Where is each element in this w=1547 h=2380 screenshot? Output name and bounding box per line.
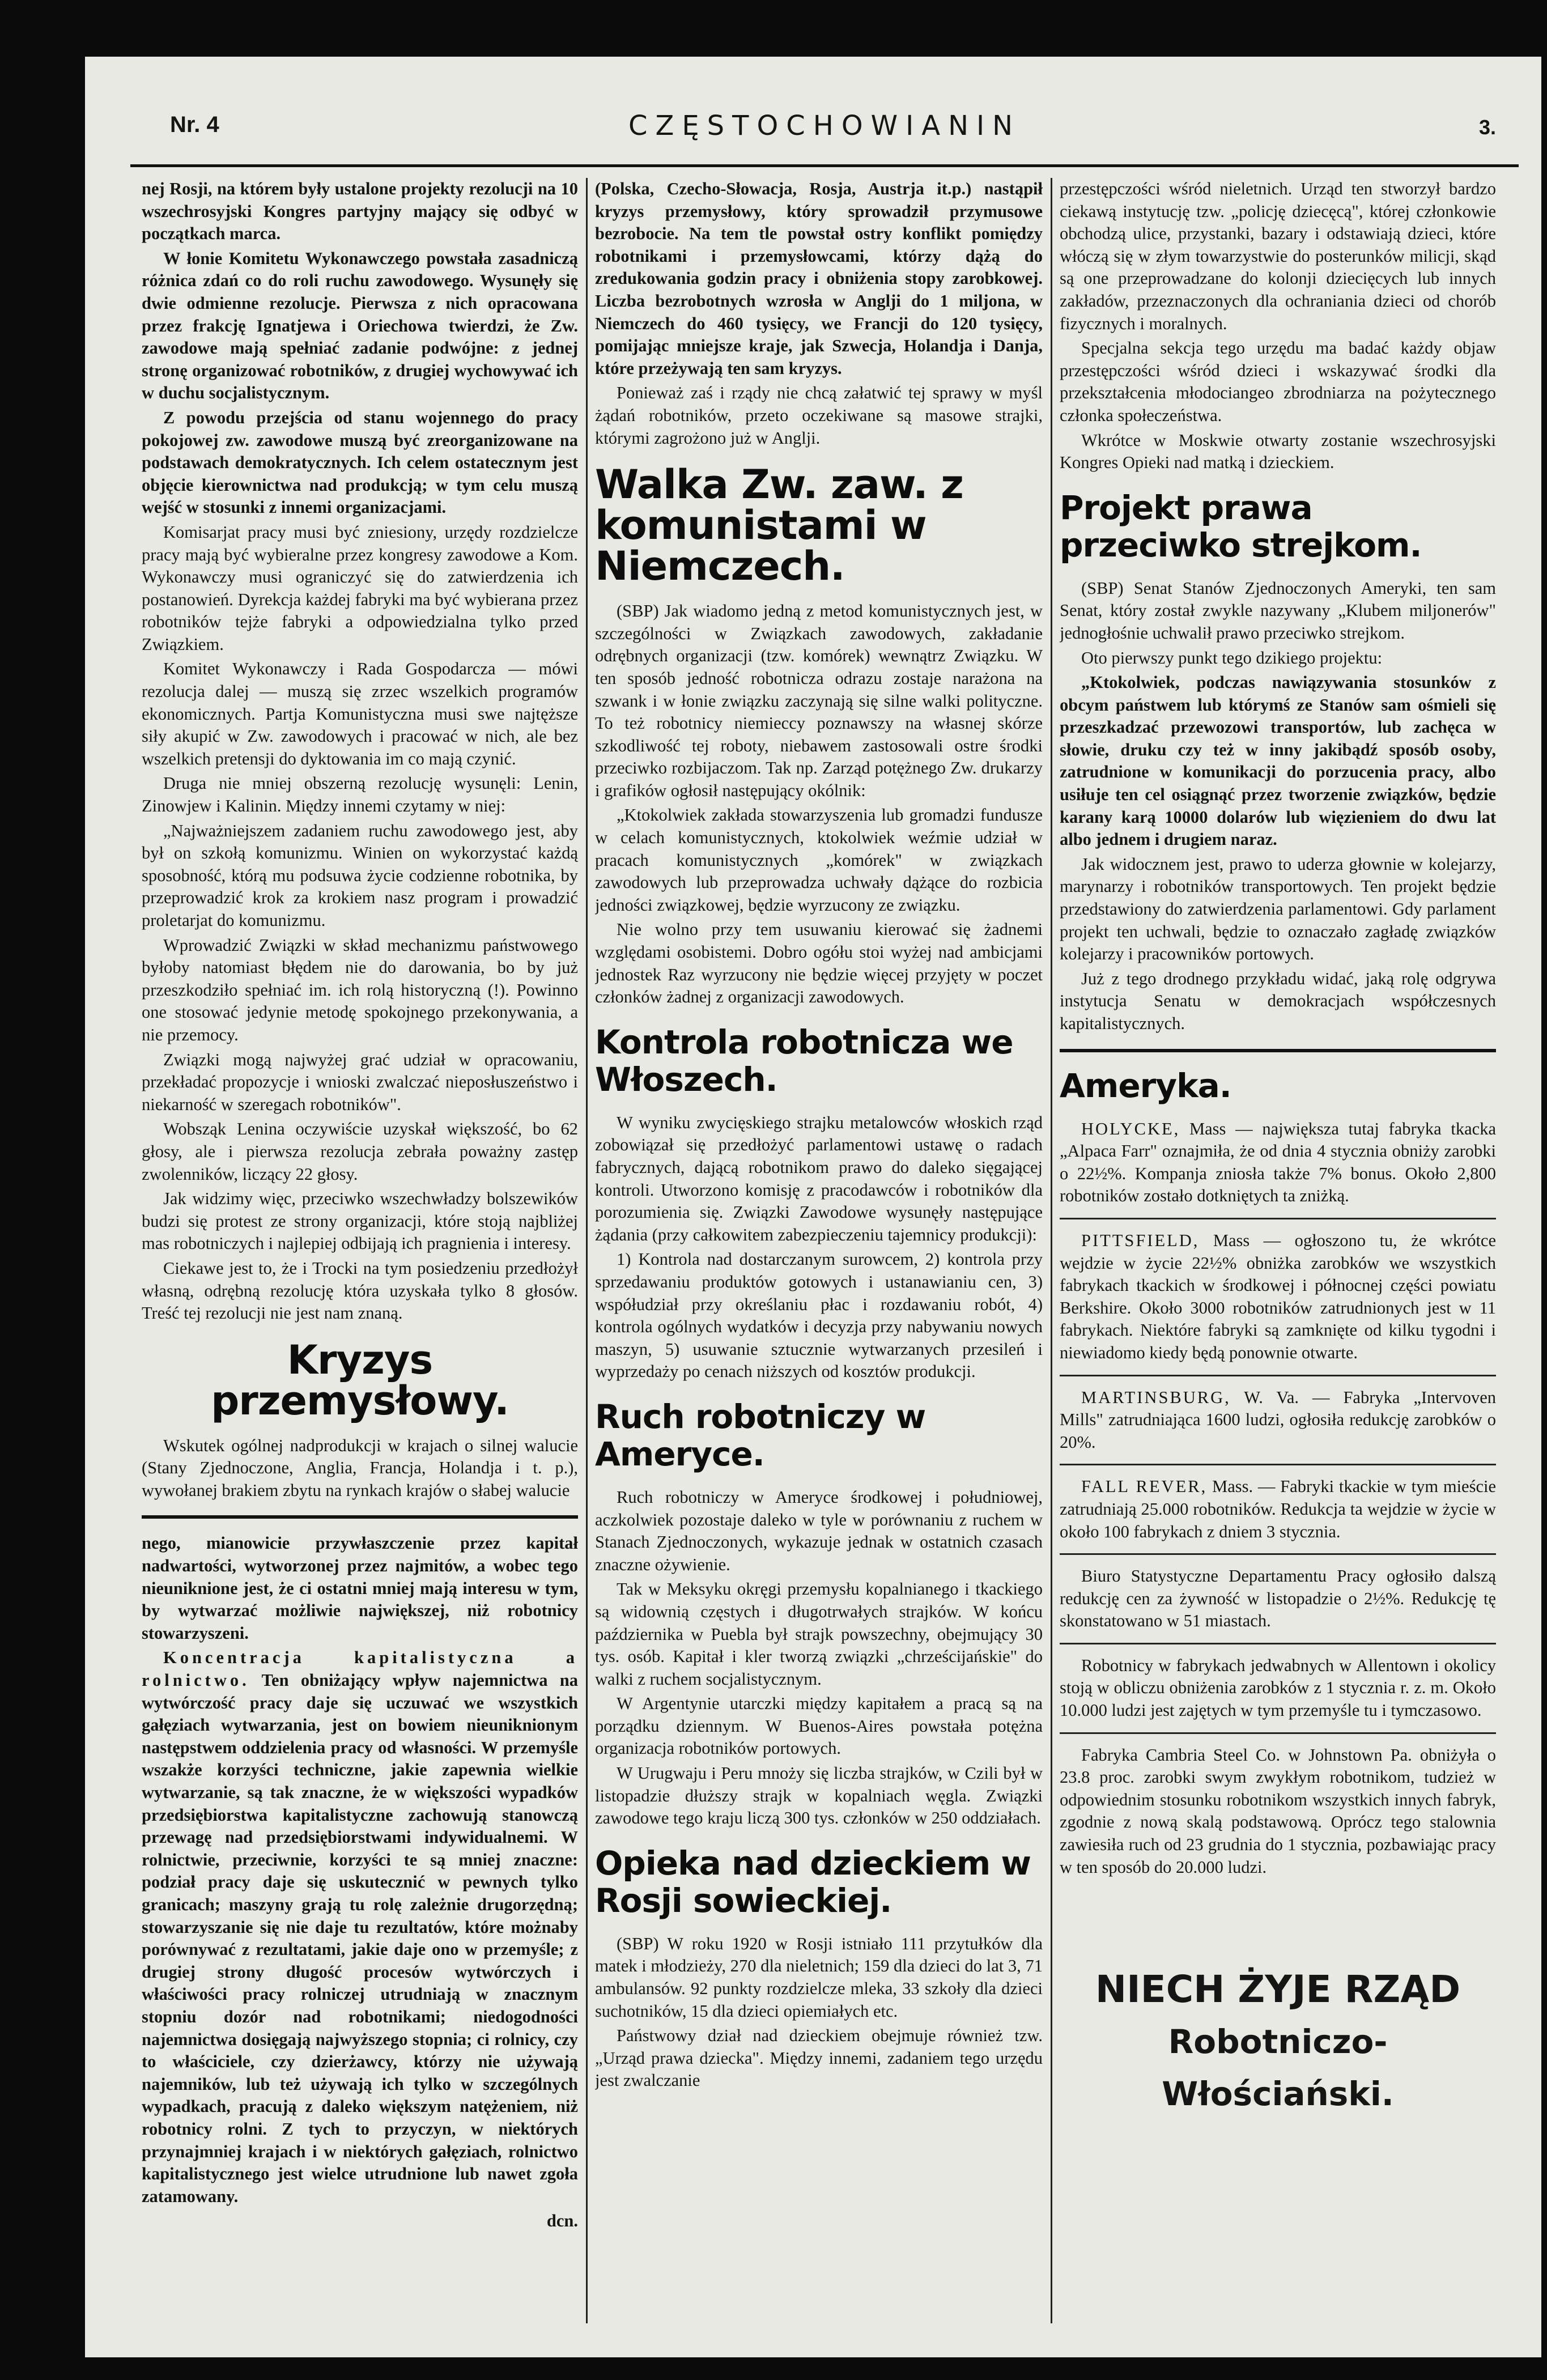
section-lead: Koncentracja kapitalistyczna a rolnictwo. — [142, 1648, 578, 1690]
item-rule — [1060, 1643, 1496, 1644]
newspaper-page — [85, 57, 1541, 2357]
article-paragraph: Jak widzimy więc, przeciwko wszechwładzy bolszewików budzi się protest ze strony organizacji, które stoją najbliżej mas robotniczych i najlepiej odbijają ich pragnienia i interesy. — [142, 1189, 578, 1253]
article-paragraph: Ruch robotniczy w Ameryce środkowej i południowej, aczkolwiek pozostaje daleko w tyle w porównaniu z ruchem w Stanach Zjednoczonych, wykazuje jednak w ostatnich czasach znaczne ożywienie. — [595, 1487, 1043, 1574]
article-paragraph: nej Rosji, na którem były ustalone projekty rezolucji na 10 wszechrosyjski Kongres partyjny mający się odbyć w początkach marca. — [142, 179, 578, 244]
article-paragraph: przestępczości wśród nieletnich. Urząd ten stworzył bardzo ciekawą instytucję tzw. „policję dziecęcą", której członkowie obchodzą ulice, przystanki, bazary i odstawiają dzieci, które włóczą się w złym towarzystwie do posterunków milicji, skąd są one przeprowadzane do kolonji dziecięcych lub innych zakładów, przeznaczonych dla ochraniania dzieci od chorób fizycznych i moralnych. — [1060, 179, 1496, 333]
article-paragraph: W wyniku zwycięskiego strajku metalowców włoskich rząd zobowiązał się przedłożyć parlamentowi ustawę o radach fabrycznych, dającą robotnikom prawo do daleko sięgającej kontroli. Utworzono komisję z pracodawców i robotników dla porozumienia się. Związki Zawodowe wysunęły następujące żądania (przy całkowitem zabezpieczeniu tajemnicy produkcji): — [595, 1112, 1043, 1244]
issue-number: Nr. 4 — [170, 112, 219, 137]
slogan-line-2: Robotniczo- Włościański. — [1162, 2022, 1394, 2114]
article-paragraph: Wkrótce w Moskwie otwarty zostanie wszechrosyjski Kongres Opieki nad matką i dzieckiem. — [1060, 430, 1496, 473]
article-paragraph: (SBP) W roku 1920 w Rosji istniało 111 przytułków dla matek i młodzieży, 270 dla nieletnich; 159 dla dzieci do lat 3, 71 ambulansów. 92 punkty rozdzielcze mleka, 33 szkoły dla dzieci suchotników, 15 dla dzieci opiemiałych etc. — [595, 1933, 1043, 2021]
column-divider — [1051, 178, 1052, 2323]
headline-kontrola: Kontrola robotnicza we Włoszech. — [595, 1022, 1013, 1099]
news-text: Mass — ogłoszono tu, że wkrótce wejdzie w życie 22½% obniżka zarobków we wszystkich fabrykach tkackich w środkowej i północnej części powiatu Berkshire. Około 3000 robotników zatrudnionych jest w 11 fabrykach. Niektóre fabryki są zamknięte od kilku tygodni i niewiadomo kiedy będą ponownie otwarte. — [1060, 1230, 1496, 1362]
article-paragraph: Jak widocznem jest, prawo to uderza głownie w kolejarzy, marynarzy i robotników transportowych. Ten projekt będzie przedstawiony do zatwierdzenia parlamentowi. Gdy parlament projekt ten uchwali, będzie to oznaczało zagładę związków kolejarzy i pracowników portowych. — [1060, 854, 1496, 964]
quote-paragraph: Wprowadzić Związki w skład mechanizmu państwowego byłoby natomiast błędem nie do darowania, bo by już przeszkodziło spełniać im. ich rolą historyczną (!). Powinno one stosować jedynie metodę spokojnego przekonywania, a nie przemocy. — [142, 935, 578, 1044]
slogan — [1060, 1964, 1496, 2120]
article-paragraph: Już z tego drodnego przykładu widać, jaką rolę odgrywa instytucja Senatu w demokracjach współczesnych kapitalistycznych. — [1060, 968, 1496, 1033]
news-item: Biuro Statystyczne Departamentu Pracy ogłosiło dalszą redukcję cen za żywność w listopadzie o 2½%. Redukcję tę skonstatowano w 51 miastach. — [1060, 1566, 1496, 1631]
headline-walka: Walka Zw. zaw. z komunistami w Niemczech. — [595, 461, 963, 590]
article-paragraph: (Polska, Czecho-Słowacja, Rosja, Austrja it.p.) nastąpił kryzys przemysłowy, który sprowadził przymusowe bezrobocie. Na tem tle powstał ostry konflikt pomiędzy robotnikami i przemysłowcami, którzy dążą do zredukowania godzin pracy i obniżenia stopy zarobkowej. Liczba bezrobotnych wzrosła w Anglji do 1 miljona, w Niemczech do 460 tysięcy, we Francji do 120 tysięcy, pomijając mniejsze kraje, jak Szwecja, Holandja i Danja, które przeżywają ten sam kryzys. — [595, 179, 1043, 378]
article-paragraph: Ponieważ zaś i rządy nie chcą załatwić tej sprawy w myśl żądań robotników, przeto oczekiwane są masowe strajki, którymi zagrożono już w Anglji. — [595, 383, 1043, 448]
article-paragraph: Tak w Meksyku okręgi przemysłu kopalnianego i tkackiego są widownią częstych i długotrwałych strajków. W końcu października w Puebla był strajk powszechny, obejmujący 30 tys. osób. Kapitał i kler tworzą związki „chrześcijańskie" do walki z ruchem socjalistycznym. — [595, 1579, 1043, 1689]
news-item — [1060, 1476, 1496, 1543]
article-paragraph: (SBP) Senat Stanów Zjednoczonych Ameryki, ten sam Senat, który został zwykle nazywany „Klubem miljonerów" jednogłośnie uchwalił prawo przeciwko strejkom. — [1060, 578, 1496, 643]
article-paragraph: Wobsząk Lenina oczywiście uzyskał większość, bo 62 głosy, ale i pierwsza rezolucja zebrała poważny zastęp zwolenników, liczący 22 głosy. — [142, 1119, 578, 1184]
article-paragraph: Druga nie mniej obszerną rezolucję wysunęli: Lenin, Zinowjew i Kalinin. Między innemi czytamy w niej: — [142, 774, 578, 816]
item-rule — [1060, 1375, 1496, 1376]
column-divider — [586, 178, 588, 2323]
item-rule — [1060, 1464, 1496, 1465]
quote-paragraph: „Najważniejszem zadaniem ruchu zawodowego jest, aby był on szkołą komunizmu. Winien on wykorzystać każdą sposobność, którą mu podsuwa życie codzienne robotnika, by przeprowadzić krok za krokiem nasz program i prowadzić proletarjat do komunizmu. — [142, 821, 578, 930]
page-number: 3. — [1478, 116, 1496, 139]
article-paragraph: Komitet Wykonawczy i Rada Gospodarcza — mówi rezolucja dalej — muszą się zrzec wszelkich programów ekonomicznych. Partja Komunistyczna musi swe najtęższe siły akupić w Zw. zawodowych i pracować w nich, ale bez wszelkich pretensji do dyktowania im co mają czynić. — [142, 659, 578, 768]
article-paragraph: Państwowy dział nad dzieckiem obejmuje również tzw. „Urząd prawa dziecka". Między innemi, zadaniem tego urzędu jest zwalczanie — [595, 2026, 1043, 2090]
news-item — [1060, 1118, 1496, 1208]
headline-opieka: Opieka nad dzieckiem w Rosji sowieckiej. — [595, 1843, 1031, 1920]
headline-ameryka: Ameryka. — [1060, 1066, 1231, 1105]
article-paragraph: Ciekawe jest to, że i Trocki na tym posiedzeniu przedłożył własną, odrębną rezolucję która uzyskała tylko 8 głosów. Treść tej rezolucji nie jest nam znaną. — [142, 1258, 578, 1323]
news-item — [1060, 1230, 1496, 1365]
article-paragraph: (SBP) Jak wiadomo jedną z metod komunistycznych jest, w szczególności w Związkach zawodowych, zakładanie odrębnych organizacji (tzw. komórek) wewnątrz Związku. W ten sposób jedność robotnicza odrazu zostaje narażona na szwank i w łonie związku zaczynają się silne walki polityczne. To też robotnicy niemieccy poznawszy na własnej skórze szkodliwość tej roboty, niebawem zastosowali ostre środki przeciwko rozbijaczom. Tak np. Zarząd potężnego Zw. drukarzy i grafików ogłosił następujący okólnik: — [595, 601, 1043, 800]
news-item — [1060, 1387, 1496, 1454]
column-3 — [1060, 178, 1496, 2323]
article-paragraph: Z powodu przejścia od stanu wojennego do pracy pokojowej zw. zawodowe muszą być zreorganizowane na podstawach demokratycznych. Ich celem ostatecznym jest objęcie kierownictwa nad produkcją; w tym celu muszą wejść w stosunki z innemi organizacjami. — [142, 407, 578, 517]
article-paragraph: W Argentynie utarczki między kapitałem a pracą są na porządku dziennym. W Buenos-Aires powstała potężna organizacja robotników portowych. — [595, 1694, 1043, 1758]
quote-paragraph: „Ktokolwiek zakłada stowarzyszenia lub gromadzi fundusze w celach komunistycznych, ktokolwiek weźmie udział w pracach komunistycznych „komórek" w związkach zawodowych lub przeprowadza uchwały dążące do rozbicia jedności związkowej, będzie wyrzucony ze związku. — [595, 805, 1043, 915]
dateline-city: HOLYCKE, — [1081, 1119, 1180, 1138]
slogan-line-1: NIECH ŻYJE RZĄD — [1095, 1967, 1461, 2012]
article-paragraph: nego, mianowicie przywłaszczenie przez kapitał nadwartości, wytworzonej przez najmitów, a wobec tego nieuniknione jest, że ci ostatni mniej mają interesu w tym, by wytwarzać możliwie największej, niż robotnicy stowarzyszeni. — [142, 1533, 578, 1643]
quote-paragraph: Związki mogą najwyżej grać udział w opracowaniu, przekładać propozycje i wnioski zwalczać nieposłuszeństwo i niekarność w szeregach robotników". — [142, 1049, 578, 1114]
dateline-city: PITTSFIELD, — [1081, 1230, 1200, 1250]
dateline-city: FALL REVER, — [1081, 1477, 1208, 1497]
dateline-city: MARTINSBURG, — [1081, 1387, 1231, 1407]
column-2 — [595, 178, 1043, 2323]
article-paragraph: 1) Kontrola nad dostarczanym surowcem, 2) kontrola przy sprzedawaniu produktów gotowych i ustanawianiu cen, 3) współudział przy określaniu płac i rozdawaniu robót, 4) kontrola ogólnych wydatków i decyzja przy nabywaniu nowych maszyn, 5) usuwanie sztucznie wytwarzanych przesileń i wyprzedaży po cenach niższych od kosztów produkcji. — [595, 1250, 1043, 1382]
quote-paragraph: „Ktokolwiek, podczas nawiązywania stosunków z obcym państwem lub którymś ze Stanów sam ośmieli się przeszkadzać przewozowi transportów, lub zachęca w słowie, druku czy też w inny jakibądź sposób osoby, zatrudnione w komunikacji do porzucenia pracy, albo usiłuje ten cel osiągnąć przez tworzenie związków, będzie karany karą 10000 dolarów lub więzieniem do dwu lat albo jednem i drugiem naraz. — [1060, 673, 1496, 849]
article-paragraph — [142, 1647, 578, 2208]
continued-mark: dcn. — [546, 2211, 578, 2231]
headline-kryzys: Kryzys przemysłowy. — [211, 1336, 509, 1424]
headline-ruch: Ruch robotniczy w Ameryce. — [595, 1397, 926, 1473]
article-paragraph: Oto pierwszy punkt tego dzikiego projektu: — [1081, 648, 1383, 668]
masthead — [130, 102, 1519, 167]
item-rule — [1060, 1218, 1496, 1219]
news-text: Mass — największa tutaj fabryka tkacka „Alpaca Farr" oznajmiła, że od dnia 4 stycznia obniży zarobki o 22½%. Kompanja zniosła także 7% bonus. Około 2,800 robotników zostało dotkniętych ta zniżką. — [1060, 1119, 1496, 1206]
news-item: Fabryka Cambria Steel Co. w Johnstown Pa. obniżyła o 23.8 proc. zarobki swym zwykłym robotnikom, tudzież w odpowiednim stosunku robotnikom wszystkich innych fabryk, zgodnie z nową skalą podstawową. Oprócz tego stalownia zawiesiła ruch od 23 grudnia do 1 stycznia, pozbawiając pracy w ten sposób do 20.000 ludzi. — [1060, 1745, 1496, 1877]
article-paragraph: Specjalna sekcja tego urzędu ma badać każdy objaw przestępczości wśród dzieci i wskazywać środki dla przekształcenia młodociangeo zbrodniarza na pożytecznego członka społeczeństwa. — [1060, 338, 1496, 425]
quote-paragraph: Nie wolno przy tem usuwaniu kierować się żadnemi względami osobistemi. Dobro ogółu stoi wyżej nad ambicjami jednostek Raz wyrzucony nie będzie więcej przyjęty w poczet członków żadnej z organizacji zawodowych. — [595, 920, 1043, 1007]
section-rule — [142, 1515, 578, 1519]
article-paragraph: Wskutek ogólnej nadprodukcji w krajach o silnej walucie (Stany Zjednoczone, Anglia, Francja, Holandja i t. p.), wywołanej brakiem zbytu na rynkach krajów o słabej walucie — [142, 1435, 578, 1500]
section-rule — [1060, 1049, 1496, 1052]
item-rule — [1060, 1732, 1496, 1734]
item-rule — [1060, 1553, 1496, 1555]
article-paragraph: W łonie Komitetu Wykonawczego powstała zasadniczą różnica zdań co do roli ruchu zawodowego. Wysunęły się dwie odmienne rezolucje. Pierwsza z nich opracowana przez frakcję Ignatjewa i Oriechowa twierdzi, że Zw. zawodowe mają spełniać zadanie podwójne: z jednej stronę organizować robotników, z drugiej wychowywać ich w duchu socjalistycznym. — [142, 248, 578, 403]
article-paragraph: Komisarjat pracy musi być zniesiony, urzędy rozdzielcze pracy mają być wybieralne przez kongresy zawodowe a Kom. Wykonawczy musi ograniczyć się do zatwierdzenia ich postanowień. Dyrekcja każdej fabryki ma być wybierana przez robotników tejże fabryki a odpowiedzialna tylko przed Związkiem. — [142, 522, 578, 654]
column-1 — [142, 178, 578, 2323]
news-item: Robotnicy w fabrykach jedwabnych w Allentown i okolicy stoją w obliczu obniżenia zarobków z 1 stycznia r. z. m. Około 10.000 ludzi jest zajętych w tym przemyśle tu i tymczasowo. — [1060, 1655, 1496, 1720]
headline-projekt: Projekt prawa przeciwko strejkom. — [1060, 488, 1422, 564]
article-paragraph: W Urugwaju i Peru mnoży się liczba strajków, w Czili był w listopadzie dłuższy strajk w kopalniach węgla. Związki zawodowe tego kraju liczą 300 tys. członków w 250 oddziałach. — [595, 1763, 1043, 1828]
newspaper-title: CZĘSTOCHOWIANIN — [628, 110, 1021, 142]
news-text: Mass. — Fabryki tkackie w tym mieście zatrudniają 25.000 robotników. Redukcja ta wejdzie w życie w około 100 fabrykach z dniem 3 stycznia. — [1060, 1477, 1496, 1541]
section-text: Ten obniżający wpływ najemnictwa na wytwórczość pracy daje się uczuwać we wszystkich gałęziach wytwarzania, jest on bowiem nieuniknionym następstwem oddzielenia pracy od własności. W przemyśle wszakże korzyści techniczne, jakie zapewnia wielkie wytwarzanie, są tak znaczne, że w większości wypadków przedsiębiorstwa kapitalistyczne zachowują stanowczą przewagę nad przedsiębiorstwami indywidualnemi. W rolnictwie, przeciwnie, korzyści te są mniej znaczne: podział pracy daje się uskutecznić w pewnych tylko granicach; maszyny grają tu rolę zależnie drugorzędną; stowarzyszanie się nie daje tu rezultatów, które możnaby porównywać z rezultatami, jakie daje ono w przemyśle; z drugiej strony długość procesów wytwórczych i właściwości pracy rolniczej utrudniają w znacznym stopniu dozór nad robotnikami; niedogodności najemnictwa dosięgają najwyższego stopnia; ci rolnicy, czy to właściciele, czy dzierżawcy, którzy nie używają najemników, lub też używają ich tylko w szczególnych wypadkach, pracują z daleko większym natężeniem, niż robotnicy rolni. Z tych to przyczyn, w niektórych przynajmniej krajach i w niektórych gałęziach, rolnictwo kapitalistycznego jest wielce utrudnione lub nawet zgoła zatamowany. — [142, 1671, 578, 2206]
news-text: W. Va. — Fabryka „Intervoven Mills" zatrudniająca 1600 ludzi, ogłosiła redukcję zarobków o 20%. — [1060, 1387, 1496, 1452]
